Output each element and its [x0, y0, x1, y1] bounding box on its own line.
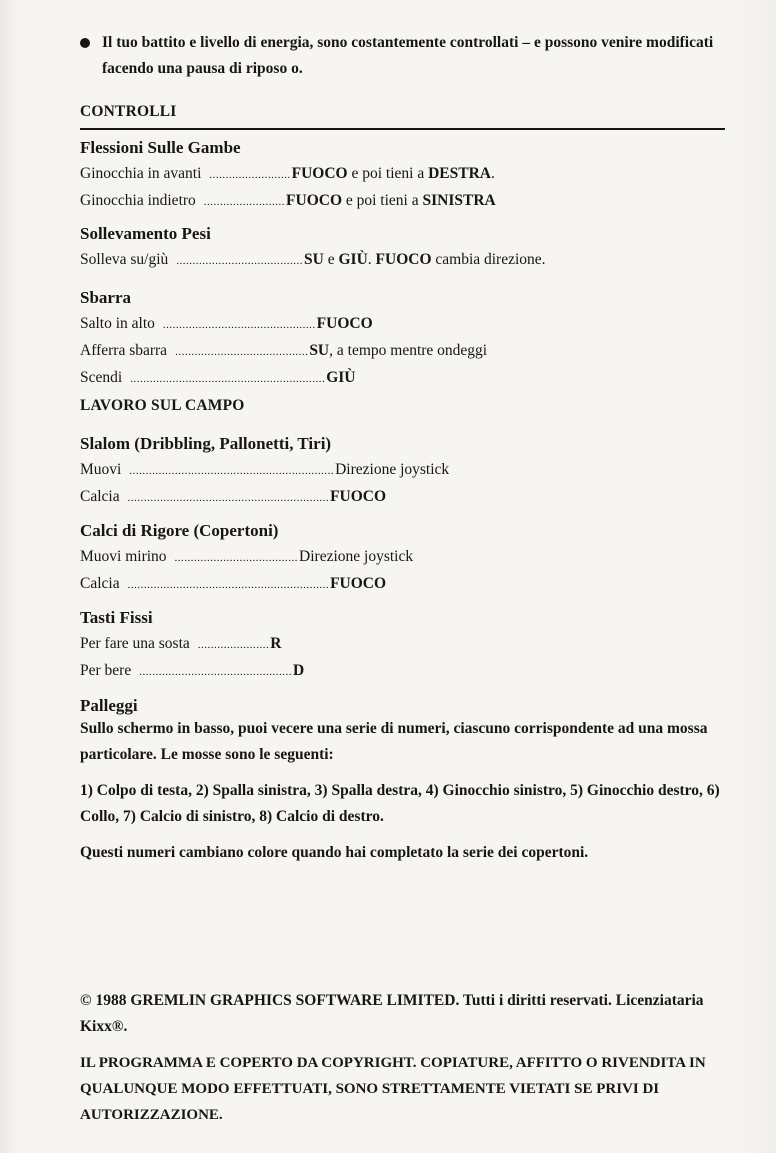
control-label: Ginocchia in avanti [80, 165, 202, 182]
control-value: GIÙ [326, 369, 356, 386]
control-label: Per bere [80, 662, 132, 679]
control-row [80, 631, 720, 658]
controls-block [80, 287, 720, 392]
block-title: Sbarra [80, 288, 131, 307]
control-row [80, 544, 720, 571]
control-row [80, 188, 720, 215]
control-value: SU e GIÙ. FUOCO cambia direzione. [304, 251, 546, 268]
dot-leader: .............................................................. [127, 579, 330, 591]
control-row [80, 571, 720, 598]
control-label: Scendi [80, 369, 123, 386]
field-heading: LAVORO SUL CAMPO [80, 397, 245, 414]
control-row [80, 338, 720, 365]
dot-leader: .............................................................. [127, 492, 330, 504]
controls-block [80, 137, 720, 215]
control-value: FUOCO [330, 575, 387, 592]
control-row [80, 658, 720, 685]
control-row [80, 484, 720, 511]
control-value: R [270, 635, 282, 652]
intro-bullet [80, 30, 720, 82]
control-label: Calcia [80, 488, 120, 505]
dot-leader: ......................................... [175, 346, 309, 358]
block-title: Calci di Rigore (Copertoni) [80, 521, 279, 540]
control-label: Muovi mirino [80, 548, 167, 565]
palleggi-title: Palleggi [80, 696, 138, 715]
copyright-notice: © 1988 GREMLIN GRAPHICS SOFTWARE LIMITED. Tutti i diritti reservati. Licenziataria Kixx®. [80, 992, 704, 1035]
control-value: FUOCO e poi tieni a SINISTRA [286, 192, 496, 209]
field-block [80, 520, 720, 598]
control-value: Direzione joystick [299, 548, 414, 565]
dot-leader: ............................................... [162, 319, 316, 331]
control-value: D [292, 662, 305, 679]
control-value: SU, a tempo mentre ondeggi [309, 342, 488, 359]
controls-block [80, 223, 720, 274]
control-row [80, 247, 720, 274]
dot-leader: ...................................... [174, 552, 299, 564]
dot-leader: ....................................... [176, 255, 304, 267]
palleggi-intro: Sullo schermo in basso, puoi vecere una serie di numeri, ciascuno corrispondente ad una mossa particolare. Le mosse sono le seguenti: [80, 720, 708, 763]
control-row [80, 161, 720, 188]
field-block [80, 433, 720, 511]
bullet-icon [80, 38, 90, 48]
dot-leader: ......................... [209, 169, 291, 181]
palleggi-note: Questi numeri cambiano colore quando hai completato la serie dei copertoni. [80, 844, 589, 861]
control-value: FUOCO e poi tieni a DESTRA. [291, 165, 495, 182]
control-row [80, 311, 720, 338]
heading-divider [80, 128, 725, 130]
control-value: Direzione joystick [335, 461, 450, 478]
block-title: Slalom (Dribbling, Pallonetti, Tiri) [80, 434, 332, 453]
control-label: Ginocchia indietro [80, 192, 196, 209]
control-value: FUOCO [316, 315, 373, 332]
dot-leader: ............................................... [139, 666, 292, 678]
controls-heading: CONTROLLI [80, 103, 177, 120]
control-row [80, 457, 720, 484]
control-label: Per fare una sosta [80, 635, 190, 652]
dot-leader: ...................... [197, 639, 270, 651]
palleggi-moves: 1) Colpo di testa, 2) Spalla sinistra, 3) Spalla destra, 4) Ginocchio sinistro, 5) Ginocchio destro, 6) Collo, 7) Calcio di sinistro, 8) Calcio di destro. [80, 782, 720, 825]
intro-bullet-text: Il tuo battito e livello di energia, sono costantemente controllati – e possono venire modificati facendo una pausa di riposo o. [102, 34, 714, 77]
control-value: FUOCO [330, 488, 387, 505]
dot-leader: ............................................................ [130, 373, 326, 385]
block-title: Sollevamento Pesi [80, 224, 211, 243]
dot-leader: ......................... [203, 196, 286, 208]
block-title: Flessioni Sulle Gambe [80, 138, 241, 157]
control-label: Afferra sbarra [80, 342, 168, 359]
control-row [80, 365, 720, 392]
dot-leader: ............................................................... [129, 465, 335, 477]
control-label: Solleva su/giù [80, 251, 169, 268]
legal-notice: IL PROGRAMMA E COPERTO DA COPYRIGHT. COPIATURE, AFFITTO O RIVENDITA IN QUALUNQUE MODO EFFETTUATI, SONO STRETTAMENTE VIETATI SE PRIVI DI AUTORIZZAZIONE. [80, 1055, 706, 1123]
control-label: Calcia [80, 575, 120, 592]
control-label: Muovi [80, 461, 122, 478]
field-block [80, 607, 720, 685]
block-title: Tasti Fissi [80, 608, 153, 627]
control-label: Salto in alto [80, 315, 155, 332]
